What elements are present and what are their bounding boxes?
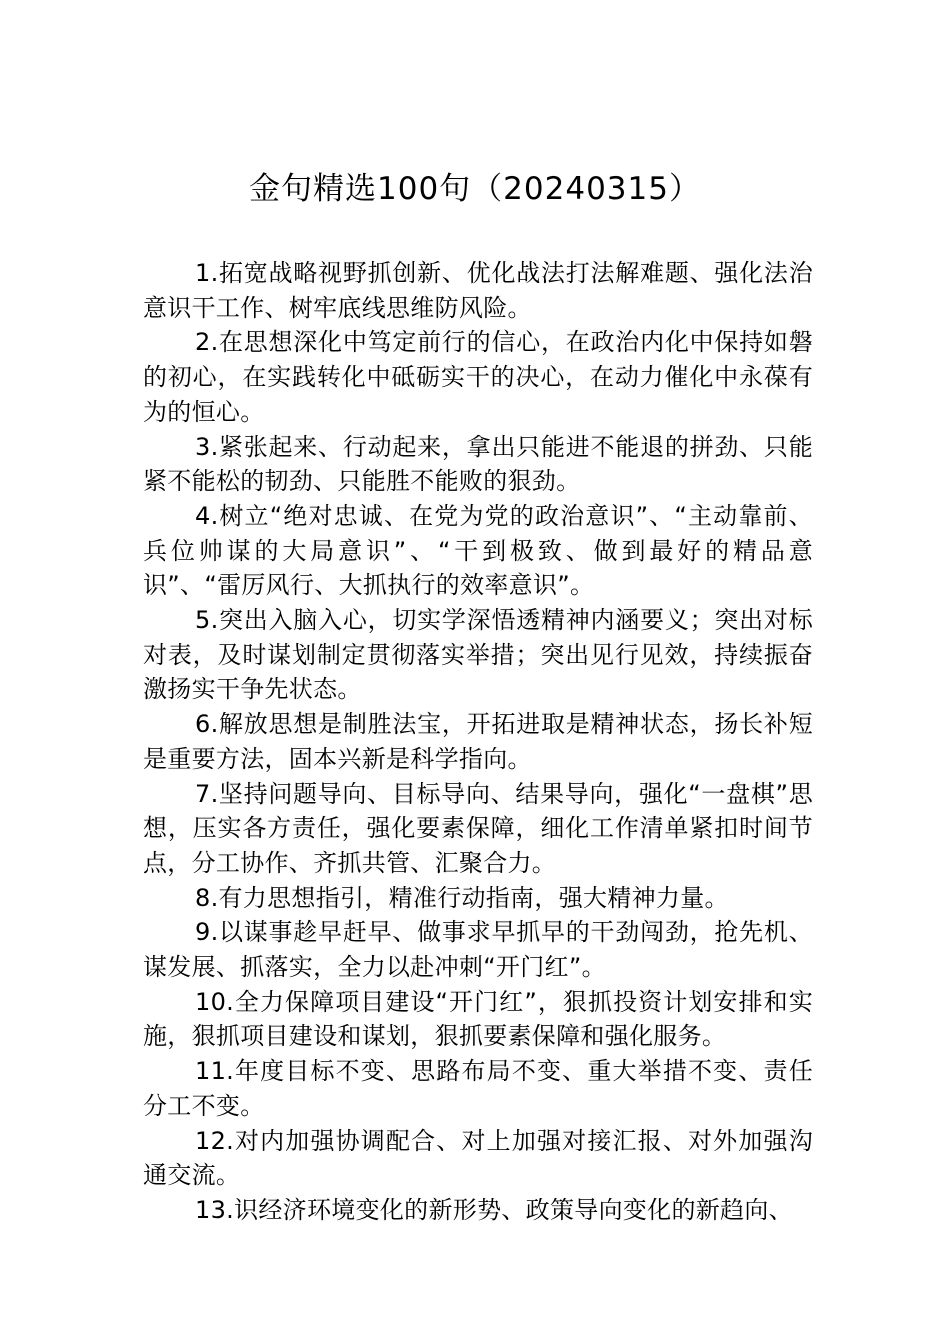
document-title: 金句精选100句（20240315） [249, 171, 701, 207]
paragraph-3: 3.紧张起来、行动起来，拿出只能进不能退的拼劲、只能紧不能松的韧劲、只能胜不能败的狠劲。 [143, 432, 813, 496]
paragraph-12: 12.对内加强协调配合、对上加强对接汇报、对外加强沟通交流。 [143, 1126, 813, 1190]
paragraph-13: 13.识经济环境变化的新形势、政策导向变化的新趋向、 [195, 1195, 793, 1224]
paragraph-2: 2.在思想深化中笃定前行的信心，在政治内化中保持如磐的初心，在实践转化中砥砺实干的决心，在动力催化中永葆有为的恒心。 [143, 328, 813, 426]
paragraph-8: 8.有力思想指引，精准行动指南，强大精神力量。 [195, 883, 729, 912]
paragraph-10: 10.全力保障项目建设“开门红”，狠抓投资计划安排和实施，狠抓项目建设和谋划，狠抓要素保障和强化服务。 [143, 987, 813, 1051]
paragraph-4: 4.树立“绝对忠诚、在党为党的政治意识”、“主动靠前、兵位帅谋的大局意识”、“干到极致、做到最好的精品意识”、“雷厉风行、大抓执行的效率意识”。 [143, 501, 813, 600]
document-body [143, 256, 813, 1228]
paragraph-9: 9.以谋事趁早赶早、做事求早抓早的干劲闯劲，抢先机、谋发展、抓落实，全力以赴冲刺“开门红”。 [143, 918, 813, 982]
paragraph-6: 6.解放思想是制胜法宝，开拓进取是精神状态，扬长补短是重要方法，固本兴新是科学指向。 [143, 710, 813, 773]
paragraph-7: 7.坚持问题导向、目标导向、结果导向，强化“一盘棋”思想，压实各方责任，强化要素保障，细化工作清单紧扣时间节点，分工协作、齐抓共管、汇聚合力。 [143, 779, 813, 877]
paragraph-5: 5.突出入脑入心，切实学深悟透精神内涵要义；突出对标对表，及时谋划制定贯彻落实举措；突出见行见效，持续振奋激扬实干争先状态。 [143, 606, 813, 704]
paragraph-11: 11.年度目标不变、思路布局不变、重大举措不变、责任分工不变。 [143, 1057, 813, 1120]
paragraph-1: 1.拓宽战略视野抓创新、优化战法打法解难题、强化法治意识干工作、树牢底线思维防风险。 [143, 259, 813, 322]
